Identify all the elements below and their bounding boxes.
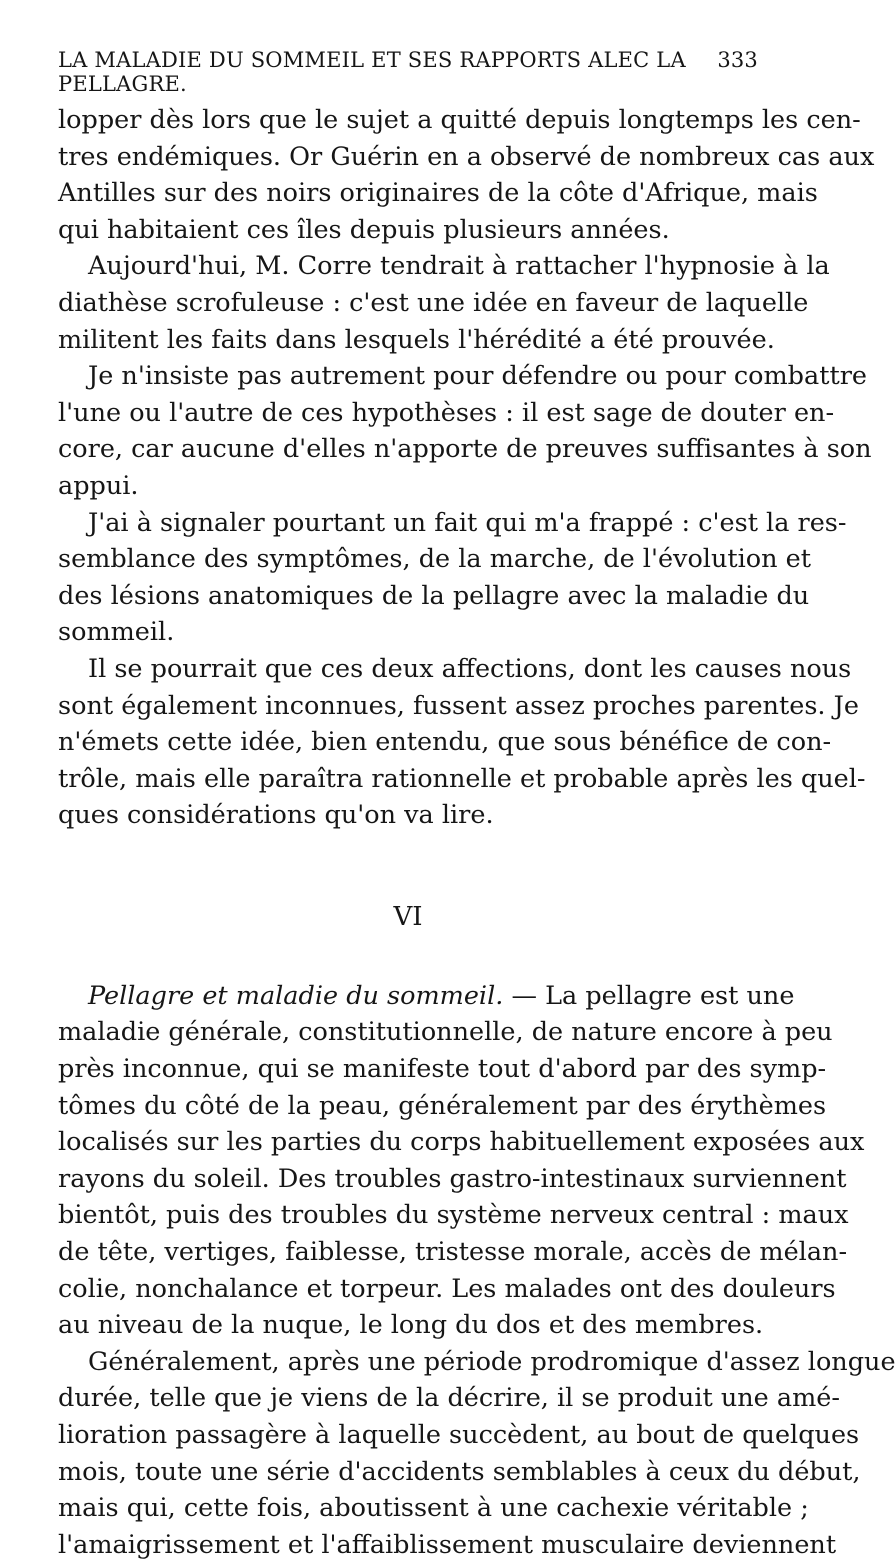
italic-lead-title: Pellagre et maladie du sommeil. — [88, 980, 504, 1011]
text-line: n'émets cette idée, bien entendu, que sous bénéfice de con- — [58, 727, 832, 758]
running-title: LA MALADIE DU SOMMEIL ET SES RAPPORTS ALEC LA PELLAGRE. — [58, 48, 686, 96]
section-paragraph-1 — [58, 978, 865, 1344]
paragraph — [58, 651, 866, 834]
paragraph — [58, 248, 830, 358]
text-line: militent les faits dans lesquels l'hérédité a été prouvée. — [58, 324, 775, 355]
text-line: diathèse scrofuleuse : c'est une idée en faveur de laquelle — [58, 287, 809, 318]
running-header — [58, 48, 758, 96]
first-line-rest: — La pellagre est une — [503, 980, 795, 1011]
text-line: colie, nonchalance et torpeur. Les malades ont des douleurs — [58, 1273, 836, 1304]
text-line: au niveau de la nuque, le long du dos et des membres. — [58, 1310, 764, 1341]
paragraph — [58, 505, 847, 651]
page-number: 333 — [717, 48, 758, 72]
paragraph — [58, 358, 872, 504]
body-text-before-section — [58, 102, 875, 834]
text-line: tres endémiques. Or Guérin en a observé de nombreux cas aux — [58, 141, 875, 172]
text-line: bientôt, puis des troubles du système nerveux central : maux — [58, 1200, 849, 1231]
paragraph — [58, 102, 875, 248]
text-line: lopper dès lors que le sujet a quitté depuis longtemps les cen- — [58, 105, 861, 135]
text-line: trôle, mais elle paraîtra rationnelle et probable après les quel- — [58, 763, 866, 794]
text-line: près inconnue, qui se manifeste tout d'abord par des symp- — [58, 1054, 827, 1085]
section-heading: VI — [393, 901, 423, 932]
text-line: tômes du côté de la peau, généralement par des érythèmes — [58, 1090, 827, 1121]
text-line: maladie générale, constitutionnelle, de nature encore à peu — [58, 1017, 833, 1048]
text-line: qui habitaient ces îles depuis plusieurs années. — [58, 214, 670, 245]
text-line: Il se pourrait que ces deux affections, dont les causes nous — [88, 653, 852, 684]
text-line: appui. — [58, 470, 139, 501]
text-line: localisés sur les parties du corps habituellement exposées aux — [58, 1127, 865, 1158]
text-line: des lésions anatomiques de la pellagre avec la maladie du — [58, 580, 810, 611]
text-line: l'amaigrissement et l'affaiblissement musculaire deviennent — [58, 1529, 837, 1560]
text-line: de tête, vertiges, faiblesse, tristesse morale, accès de mélan- — [58, 1237, 848, 1268]
text-line: Je n'insiste pas autrement pour défendre ou pour combattre — [88, 361, 867, 392]
text-line: sont également inconnues, fussent assez proches parentes. Je — [58, 690, 859, 721]
text-line: semblance des symptômes, de la marche, de l'évolution et — [58, 544, 812, 575]
text-line: lioration passagère à laquelle succèdent, au bout de quelques — [58, 1420, 860, 1450]
text-line: durée, telle que je viens de la décrire, il se produit une amé- — [58, 1383, 840, 1414]
section-paragraph-2 — [58, 1344, 896, 1563]
text-line: rayons du soleil. Des troubles gastro-intestinaux surviennent — [58, 1163, 847, 1194]
text-line: l'une ou l'autre de ces hypothèses : il est sage de douter en- — [58, 397, 835, 428]
text-line: mois, toute une série d'accidents semblables à ceux du début, — [58, 1456, 861, 1487]
text-line: sommeil. — [58, 617, 175, 648]
text-line: Aujourd'hui, M. Corre tendrait à rattacher l'hypnosie à la — [88, 251, 830, 282]
text-line: J'ai à signaler pourtant un fait qui m'a frappé : c'est la res- — [88, 507, 847, 538]
text-line: Antilles sur des noirs originaires de la côte d'Afrique, mais — [58, 178, 818, 209]
text-line — [58, 978, 795, 1015]
text-line: core, car aucune d'elles n'apporte de preuves suffisantes à son — [58, 434, 872, 465]
text-line: Généralement, après une période prodromique d'assez longue — [88, 1346, 896, 1377]
text-line: mais qui, cette fois, aboutissent à une cachexie véritable ; — [58, 1493, 809, 1524]
text-line: ques considérations qu'on va lire. — [58, 800, 494, 831]
